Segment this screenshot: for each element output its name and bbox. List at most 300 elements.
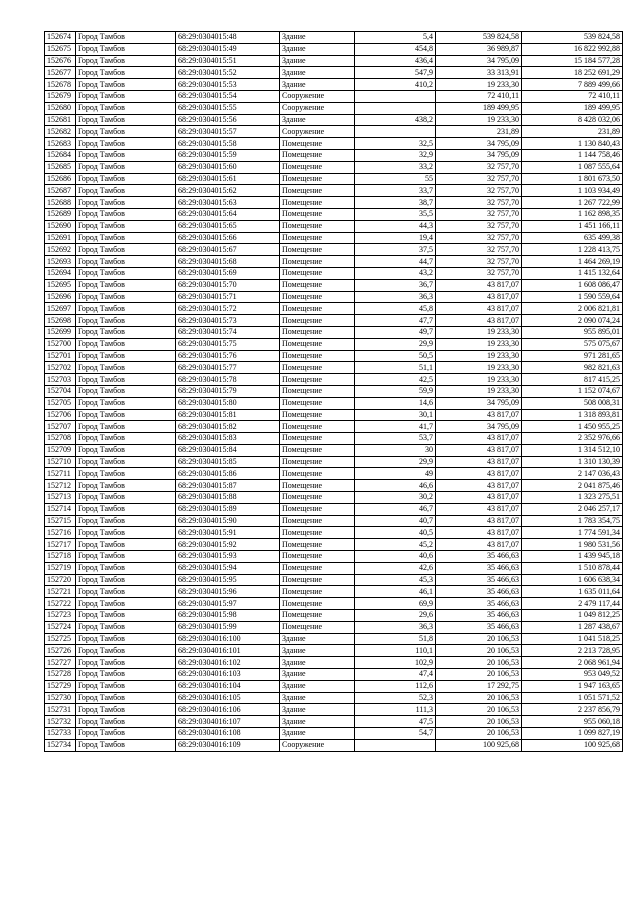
cadastral-value-cell: 1 451 166,11	[522, 220, 623, 232]
object-type-cell: Сооружение	[280, 102, 355, 114]
object-type-cell: Помещение	[280, 456, 355, 468]
row-id-cell: 152734	[45, 739, 76, 751]
city-cell: Город Тамбов	[76, 291, 176, 303]
table-row	[45, 692, 623, 704]
cadastral-number-cell: 68:29:0304015:65	[176, 220, 280, 232]
city-cell: Город Тамбов	[76, 338, 176, 350]
specific-value-cell: 43 817,07	[436, 527, 522, 539]
row-id-cell: 152711	[45, 468, 76, 480]
area-cell: 45,2	[355, 539, 436, 551]
table-row	[45, 67, 623, 79]
row-id-cell: 152690	[45, 220, 76, 232]
object-type-cell: Помещение	[280, 326, 355, 338]
specific-value-cell: 32 757,70	[436, 267, 522, 279]
cadastral-value-cell: 1 144 758,46	[522, 149, 623, 161]
row-id-cell: 152694	[45, 267, 76, 279]
cadastral-value-cell: 1 608 086,47	[522, 279, 623, 291]
table-body	[45, 32, 623, 752]
cadastral-number-cell: 68:29:0304015:97	[176, 598, 280, 610]
area-cell: 14,6	[355, 397, 436, 409]
object-type-cell: Помещение	[280, 138, 355, 150]
row-id-cell: 152709	[45, 444, 76, 456]
cadastral-number-cell: 68:29:0304016:105	[176, 692, 280, 704]
cadastral-number-cell: 68:29:0304016:102	[176, 657, 280, 669]
cadastral-number-cell: 68:29:0304015:56	[176, 114, 280, 126]
row-id-cell: 152693	[45, 256, 76, 268]
cadastral-number-cell: 68:29:0304015:61	[176, 173, 280, 185]
cadastral-value-cell: 1 510 878,44	[522, 562, 623, 574]
specific-value-cell: 43 817,07	[436, 409, 522, 421]
area-cell: 30	[355, 444, 436, 456]
cadastral-number-cell: 68:29:0304015:52	[176, 67, 280, 79]
area-cell: 438,2	[355, 114, 436, 126]
table-row	[45, 256, 623, 268]
cadastral-number-cell: 68:29:0304015:80	[176, 397, 280, 409]
cadastral-number-cell: 68:29:0304016:106	[176, 704, 280, 716]
city-cell: Город Тамбов	[76, 492, 176, 504]
row-id-cell: 152720	[45, 574, 76, 586]
specific-value-cell: 72 410,11	[436, 90, 522, 102]
row-id-cell: 152677	[45, 67, 76, 79]
specific-value-cell: 35 466,63	[436, 586, 522, 598]
area-cell: 47,7	[355, 315, 436, 327]
specific-value-cell: 100 925,68	[436, 739, 522, 751]
cadastral-number-cell: 68:29:0304015:51	[176, 55, 280, 67]
area-cell: 40,5	[355, 527, 436, 539]
area-cell: 45,3	[355, 574, 436, 586]
cadastral-number-cell: 68:29:0304015:72	[176, 303, 280, 315]
cadastral-value-cell: 2 479 117,44	[522, 598, 623, 610]
specific-value-cell: 33 313,91	[436, 67, 522, 79]
cadastral-value-cell: 508 008,31	[522, 397, 623, 409]
specific-value-cell: 19 233,30	[436, 326, 522, 338]
row-id-cell: 152689	[45, 208, 76, 220]
object-type-cell: Помещение	[280, 173, 355, 185]
specific-value-cell: 36 989,87	[436, 43, 522, 55]
cadastral-number-cell: 68:29:0304015:76	[176, 350, 280, 362]
object-type-cell: Здание	[280, 32, 355, 44]
city-cell: Город Тамбов	[76, 551, 176, 563]
city-cell: Город Тамбов	[76, 704, 176, 716]
city-cell: Город Тамбов	[76, 102, 176, 114]
cadastral-value-cell: 2 006 821,81	[522, 303, 623, 315]
area-cell: 111,3	[355, 704, 436, 716]
cadastral-value-cell: 1 228 413,75	[522, 244, 623, 256]
cadastral-number-cell: 68:29:0304015:85	[176, 456, 280, 468]
specific-value-cell: 231,89	[436, 126, 522, 138]
object-type-cell: Помещение	[280, 315, 355, 327]
cadastral-number-cell: 68:29:0304015:63	[176, 197, 280, 209]
specific-value-cell: 32 757,70	[436, 173, 522, 185]
area-cell: 49,7	[355, 326, 436, 338]
cadastral-value-cell: 1 783 354,75	[522, 515, 623, 527]
row-id-cell: 152717	[45, 539, 76, 551]
cadastral-number-cell: 68:29:0304015:73	[176, 315, 280, 327]
cadastral-value-cell: 1 267 722,99	[522, 197, 623, 209]
city-cell: Город Тамбов	[76, 256, 176, 268]
area-cell: 40,6	[355, 551, 436, 563]
area-cell: 5,4	[355, 32, 436, 44]
specific-value-cell: 43 817,07	[436, 503, 522, 515]
table-row	[45, 244, 623, 256]
specific-value-cell: 32 757,70	[436, 232, 522, 244]
specific-value-cell: 20 106,53	[436, 645, 522, 657]
specific-value-cell: 19 233,30	[436, 350, 522, 362]
table-row	[45, 102, 623, 114]
cadastral-value-cell: 1 130 840,43	[522, 138, 623, 150]
cadastral-number-cell: 68:29:0304015:98	[176, 610, 280, 622]
area-cell: 29,6	[355, 610, 436, 622]
area-cell: 35,5	[355, 208, 436, 220]
cadastral-number-cell: 68:29:0304016:104	[176, 680, 280, 692]
area-cell: 42,6	[355, 562, 436, 574]
object-type-cell: Помещение	[280, 362, 355, 374]
row-id-cell: 152707	[45, 421, 76, 433]
cadastral-number-cell: 68:29:0304015:77	[176, 362, 280, 374]
object-type-cell: Помещение	[280, 468, 355, 480]
table-row	[45, 492, 623, 504]
row-id-cell: 152706	[45, 409, 76, 421]
area-cell: 19,4	[355, 232, 436, 244]
area-cell: 47,4	[355, 669, 436, 681]
city-cell: Город Тамбов	[76, 267, 176, 279]
row-id-cell: 152702	[45, 362, 76, 374]
city-cell: Город Тамбов	[76, 279, 176, 291]
cadastral-number-cell: 68:29:0304015:75	[176, 338, 280, 350]
area-cell: 36,7	[355, 279, 436, 291]
city-cell: Город Тамбов	[76, 562, 176, 574]
table-row	[45, 326, 623, 338]
cadastral-value-cell: 1 310 130,39	[522, 456, 623, 468]
table-row	[45, 126, 623, 138]
table-row	[45, 173, 623, 185]
specific-value-cell: 20 106,53	[436, 657, 522, 669]
row-id-cell: 152699	[45, 326, 76, 338]
object-type-cell: Здание	[280, 669, 355, 681]
object-type-cell: Помещение	[280, 397, 355, 409]
area-cell: 46,6	[355, 480, 436, 492]
city-cell: Город Тамбов	[76, 161, 176, 173]
city-cell: Город Тамбов	[76, 55, 176, 67]
cadastral-value-cell: 1 439 945,18	[522, 551, 623, 563]
area-cell: 40,7	[355, 515, 436, 527]
cadastral-value-cell: 1 051 571,52	[522, 692, 623, 704]
specific-value-cell: 20 106,53	[436, 633, 522, 645]
specific-value-cell: 43 817,07	[436, 433, 522, 445]
cadastral-number-cell: 68:29:0304015:49	[176, 43, 280, 55]
object-type-cell: Помещение	[280, 598, 355, 610]
city-cell: Город Тамбов	[76, 173, 176, 185]
table-row	[45, 374, 623, 386]
cadastral-value-cell: 953 049,52	[522, 669, 623, 681]
cadastral-number-cell: 68:29:0304015:82	[176, 421, 280, 433]
specific-value-cell: 43 817,07	[436, 303, 522, 315]
city-cell: Город Тамбов	[76, 232, 176, 244]
object-type-cell: Помещение	[280, 185, 355, 197]
cadastral-number-cell: 68:29:0304015:74	[176, 326, 280, 338]
specific-value-cell: 20 106,53	[436, 669, 522, 681]
city-cell: Город Тамбов	[76, 574, 176, 586]
row-id-cell: 152729	[45, 680, 76, 692]
row-id-cell: 152678	[45, 79, 76, 91]
object-type-cell: Помещение	[280, 232, 355, 244]
cadastral-number-cell: 68:29:0304015:71	[176, 291, 280, 303]
area-cell: 38,7	[355, 197, 436, 209]
cadastral-number-cell: 68:29:0304016:103	[176, 669, 280, 681]
specific-value-cell: 35 466,63	[436, 562, 522, 574]
object-type-cell: Здание	[280, 55, 355, 67]
area-cell: 102,9	[355, 657, 436, 669]
specific-value-cell: 17 292,75	[436, 680, 522, 692]
row-id-cell: 152705	[45, 397, 76, 409]
cadastral-value-cell: 1 415 132,64	[522, 267, 623, 279]
specific-value-cell: 35 466,63	[436, 598, 522, 610]
city-cell: Город Тамбов	[76, 527, 176, 539]
object-type-cell: Помещение	[280, 220, 355, 232]
cadastral-value-cell: 1 287 438,67	[522, 621, 623, 633]
city-cell: Город Тамбов	[76, 409, 176, 421]
specific-value-cell: 43 817,07	[436, 315, 522, 327]
row-id-cell: 152683	[45, 138, 76, 150]
cadastral-value-cell: 1 049 812,25	[522, 610, 623, 622]
row-id-cell: 152676	[45, 55, 76, 67]
cadastral-number-cell: 68:29:0304015:83	[176, 433, 280, 445]
cadastral-value-cell: 817 415,25	[522, 374, 623, 386]
object-type-cell: Помещение	[280, 149, 355, 161]
cadastral-number-cell: 68:29:0304015:62	[176, 185, 280, 197]
specific-value-cell: 32 757,70	[436, 220, 522, 232]
row-id-cell: 152704	[45, 385, 76, 397]
area-cell: 46,1	[355, 586, 436, 598]
cadastral-number-cell: 68:29:0304015:54	[176, 90, 280, 102]
area-cell: 112,6	[355, 680, 436, 692]
object-type-cell: Здание	[280, 704, 355, 716]
specific-value-cell: 32 757,70	[436, 244, 522, 256]
area-cell: 37,5	[355, 244, 436, 256]
row-id-cell: 152723	[45, 610, 76, 622]
area-cell: 47,5	[355, 716, 436, 728]
cadastral-number-cell: 68:29:0304015:99	[176, 621, 280, 633]
specific-value-cell: 19 233,30	[436, 338, 522, 350]
area-cell: 43,2	[355, 267, 436, 279]
cadastral-value-cell: 72 410,11	[522, 90, 623, 102]
city-cell: Город Тамбов	[76, 138, 176, 150]
cadastral-value-cell: 1 152 074,67	[522, 385, 623, 397]
row-id-cell: 152713	[45, 492, 76, 504]
city-cell: Город Тамбов	[76, 315, 176, 327]
cadastral-number-cell: 68:29:0304015:90	[176, 515, 280, 527]
specific-value-cell: 34 795,09	[436, 397, 522, 409]
cadastral-number-cell: 68:29:0304015:78	[176, 374, 280, 386]
cadastral-value-cell: 16 822 992,88	[522, 43, 623, 55]
cadastral-value-cell: 982 821,63	[522, 362, 623, 374]
object-type-cell: Помещение	[280, 161, 355, 173]
area-cell: 410,2	[355, 79, 436, 91]
table-row	[45, 551, 623, 563]
cadastral-value-cell: 15 184 577,28	[522, 55, 623, 67]
table-row	[45, 149, 623, 161]
specific-value-cell: 43 817,07	[436, 279, 522, 291]
city-cell: Город Тамбов	[76, 197, 176, 209]
table-row	[45, 291, 623, 303]
row-id-cell: 152688	[45, 197, 76, 209]
city-cell: Город Тамбов	[76, 433, 176, 445]
table-row	[45, 633, 623, 645]
table-row	[45, 539, 623, 551]
cadastral-value-cell: 1 087 555,64	[522, 161, 623, 173]
cadastral-value-cell: 100 925,68	[522, 739, 623, 751]
city-cell: Город Тамбов	[76, 539, 176, 551]
row-id-cell: 152719	[45, 562, 76, 574]
row-id-cell: 152722	[45, 598, 76, 610]
cadastral-number-cell: 68:29:0304016:109	[176, 739, 280, 751]
area-cell: 33,7	[355, 185, 436, 197]
object-type-cell: Сооружение	[280, 90, 355, 102]
cadastral-number-cell: 68:29:0304015:66	[176, 232, 280, 244]
object-type-cell: Здание	[280, 692, 355, 704]
city-cell: Город Тамбов	[76, 149, 176, 161]
table-row	[45, 79, 623, 91]
object-type-cell: Здание	[280, 645, 355, 657]
cadastral-number-cell: 68:29:0304015:69	[176, 267, 280, 279]
object-type-cell: Помещение	[280, 197, 355, 209]
cadastral-value-table	[44, 31, 623, 752]
area-cell: 44,3	[355, 220, 436, 232]
table-row	[45, 208, 623, 220]
cadastral-number-cell: 68:29:0304015:93	[176, 551, 280, 563]
specific-value-cell: 34 795,09	[436, 138, 522, 150]
object-type-cell: Помещение	[280, 256, 355, 268]
object-type-cell: Помещение	[280, 574, 355, 586]
cadastral-number-cell: 68:29:0304015:53	[176, 79, 280, 91]
table-row	[45, 114, 623, 126]
row-id-cell: 152675	[45, 43, 76, 55]
table-row	[45, 456, 623, 468]
object-type-cell: Здание	[280, 114, 355, 126]
object-type-cell: Помещение	[280, 244, 355, 256]
object-type-cell: Помещение	[280, 208, 355, 220]
row-id-cell: 152700	[45, 338, 76, 350]
specific-value-cell: 20 106,53	[436, 692, 522, 704]
area-cell: 110,1	[355, 645, 436, 657]
table-row	[45, 267, 623, 279]
row-id-cell: 152714	[45, 503, 76, 515]
object-type-cell: Здание	[280, 633, 355, 645]
object-type-cell: Сооружение	[280, 739, 355, 751]
object-type-cell: Здание	[280, 43, 355, 55]
cadastral-value-cell: 1 450 955,25	[522, 421, 623, 433]
cadastral-number-cell: 68:29:0304015:91	[176, 527, 280, 539]
city-cell: Город Тамбов	[76, 126, 176, 138]
city-cell: Город Тамбов	[76, 397, 176, 409]
cadastral-value-cell: 2 090 074,24	[522, 315, 623, 327]
object-type-cell: Помещение	[280, 291, 355, 303]
table-row	[45, 657, 623, 669]
table-row	[45, 503, 623, 515]
area-cell: 42,5	[355, 374, 436, 386]
table-row	[45, 598, 623, 610]
city-cell: Город Тамбов	[76, 303, 176, 315]
table-row	[45, 669, 623, 681]
cadastral-number-cell: 68:29:0304015:55	[176, 102, 280, 114]
cadastral-value-cell: 2 237 856,79	[522, 704, 623, 716]
area-cell: 29,9	[355, 338, 436, 350]
cadastral-value-cell: 2 068 961,94	[522, 657, 623, 669]
row-id-cell: 152681	[45, 114, 76, 126]
object-type-cell: Помещение	[280, 610, 355, 622]
city-cell: Город Тамбов	[76, 32, 176, 44]
city-cell: Город Тамбов	[76, 515, 176, 527]
object-type-cell: Здание	[280, 728, 355, 740]
cadastral-value-cell: 1 464 269,19	[522, 256, 623, 268]
city-cell: Город Тамбов	[76, 680, 176, 692]
object-type-cell: Помещение	[280, 527, 355, 539]
area-cell	[355, 102, 436, 114]
specific-value-cell: 43 817,07	[436, 480, 522, 492]
table-row	[45, 55, 623, 67]
cadastral-value-cell: 635 499,38	[522, 232, 623, 244]
object-type-cell: Помещение	[280, 350, 355, 362]
table-row	[45, 197, 623, 209]
cadastral-value-cell: 231,89	[522, 126, 623, 138]
area-cell: 36,3	[355, 291, 436, 303]
city-cell: Город Тамбов	[76, 350, 176, 362]
cadastral-number-cell: 68:29:0304015:92	[176, 539, 280, 551]
row-id-cell: 152686	[45, 173, 76, 185]
row-id-cell: 152692	[45, 244, 76, 256]
cadastral-value-cell: 7 889 499,66	[522, 79, 623, 91]
specific-value-cell: 189 499,95	[436, 102, 522, 114]
row-id-cell: 152691	[45, 232, 76, 244]
cadastral-value-cell: 955 060,18	[522, 716, 623, 728]
city-cell: Город Тамбов	[76, 645, 176, 657]
city-cell: Город Тамбов	[76, 67, 176, 79]
object-type-cell: Помещение	[280, 433, 355, 445]
city-cell: Город Тамбов	[76, 385, 176, 397]
object-type-cell: Помещение	[280, 267, 355, 279]
table-row	[45, 621, 623, 633]
row-id-cell: 152684	[45, 149, 76, 161]
specific-value-cell: 43 817,07	[436, 468, 522, 480]
cadastral-number-cell: 68:29:0304015:89	[176, 503, 280, 515]
area-cell: 50,5	[355, 350, 436, 362]
area-cell: 51,8	[355, 633, 436, 645]
city-cell: Город Тамбов	[76, 610, 176, 622]
table-row	[45, 444, 623, 456]
row-id-cell: 152685	[45, 161, 76, 173]
cadastral-value-cell: 18 252 691,29	[522, 67, 623, 79]
row-id-cell: 152724	[45, 621, 76, 633]
cadastral-value-cell: 1 606 638,34	[522, 574, 623, 586]
object-type-cell: Помещение	[280, 515, 355, 527]
cadastral-number-cell: 68:29:0304015:58	[176, 138, 280, 150]
row-id-cell: 152703	[45, 374, 76, 386]
object-type-cell: Здание	[280, 716, 355, 728]
row-id-cell: 152680	[45, 102, 76, 114]
cadastral-value-cell: 8 428 032,06	[522, 114, 623, 126]
cadastral-number-cell: 68:29:0304016:101	[176, 645, 280, 657]
city-cell: Город Тамбов	[76, 326, 176, 338]
specific-value-cell: 32 757,70	[436, 161, 522, 173]
cadastral-number-cell: 68:29:0304015:64	[176, 208, 280, 220]
object-type-cell: Помещение	[280, 303, 355, 315]
cadastral-number-cell: 68:29:0304016:107	[176, 716, 280, 728]
area-cell: 32,5	[355, 138, 436, 150]
area-cell: 69,9	[355, 598, 436, 610]
row-id-cell: 152698	[45, 315, 76, 327]
row-id-cell: 152695	[45, 279, 76, 291]
row-id-cell: 152730	[45, 692, 76, 704]
